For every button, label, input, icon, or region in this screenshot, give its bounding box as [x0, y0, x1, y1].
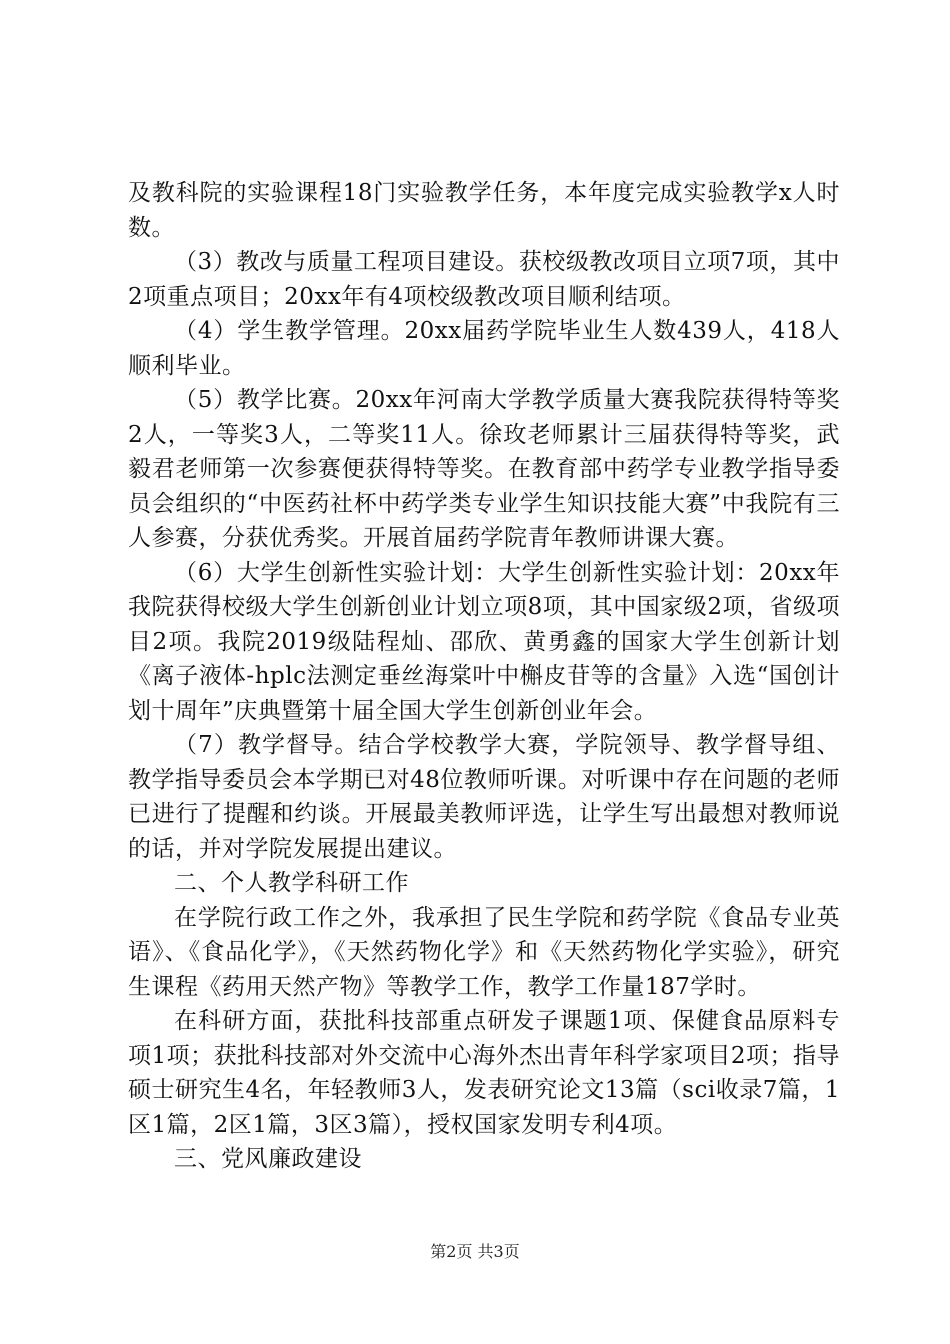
paragraph-continuation: 及教科院的实验课程18门实验教学任务，本年度完成实验教学x人时数。	[128, 180, 840, 241]
section-heading-3: 三、党风廉政建设	[174, 1146, 362, 1172]
document-body	[128, 176, 840, 1177]
paragraph-item-5: （5）教学比赛。20xx年河南大学教学质量大赛我院获得特等奖2人，一等奖3人，二等奖11人。徐玫老师累计三届获得特等奖，武毅君老师第一次参赛便获得特等奖。在教育部中药学专业教学指导委员会组织的“中医药社杯中药学类专业学生知识技能大赛”中我院有三人参赛，分获优秀奖。开展首届药学院青年教师讲课大赛。	[128, 387, 840, 551]
paragraph-teaching-work: 在学院行政工作之外，我承担了民生学院和药学院《食品专业英语》、《食品化学》，《天然药物化学》和《天然药物化学实验》，研究生课程《药用天然产物》等教学工作，教学工作量187学时。	[128, 904, 840, 1000]
section-heading-2: 二、个人教学科研工作	[174, 870, 409, 896]
paragraph-item-6: （6）大学生创新性实验计划：大学生创新性实验计划：20xx年我院获得校级大学生创新创业计划立项8项，其中国家级2项，省级项目2项。我院2019级陆程灿、邵欣、黄勇鑫的国家大学生创新计划《离子液体-hplc法测定垂丝海棠叶中槲皮苷等的含量》入选“国创计划十周年”庆典暨第十届全国大学生创新创业年会。	[128, 559, 840, 724]
paragraph-research-work: 在科研方面，获批科技部重点研发子课题1项、保健食品原料专项1项；获批科技部对外交流中心海外杰出青年科学家项目2项；指导硕士研究生4名，年轻教师3人，发表研究论文13篇（sci收录7篇，1区1篇，2区1篇，3区3篇），授权国家发明专利4项。	[128, 1008, 840, 1138]
paragraph-item-3: （3）教改与质量工程项目建设。获校级教改项目立项7项，其中2项重点项目；20xx年有4项校级教改项目顺利结项。	[128, 249, 840, 310]
paragraph-item-7: （7）教学督导。结合学校教学大赛，学院领导、教学督导组、教学指导委员会本学期已对48位教师听课。对听课中存在问题的老师已进行了提醒和约谈。开展最美教师评选，让学生写出最想对教师说的话，并对学院发展提出建议。	[128, 732, 840, 862]
page-footer: 第2页 共3页	[430, 1242, 520, 1261]
paragraph-item-4: （4）学生教学管理。20xx届药学院毕业生人数439人，418人顺利毕业。	[128, 318, 840, 379]
